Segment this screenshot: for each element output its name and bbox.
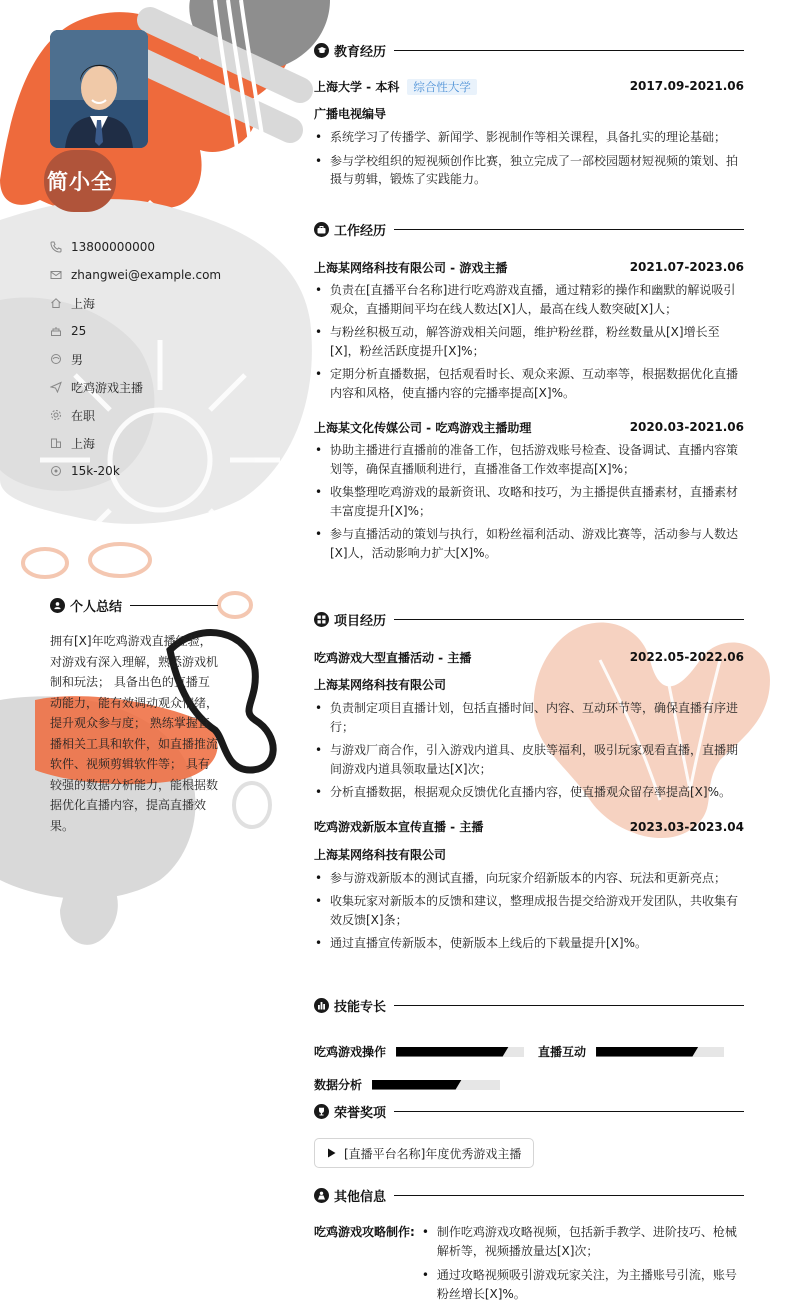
list-item: • 系统学习了传播学、新闻学、影视制作等相关课程，具备扎实的理论基础； (314, 128, 744, 147)
divider (130, 605, 218, 606)
job-date: 2020.03-2021.06 (629, 420, 744, 434)
project-title: 吃鸡游戏新版本宣传直播 - 主播 (314, 820, 484, 834)
info-gender (50, 345, 240, 373)
sidebar (0, 0, 240, 1312)
info-location (50, 289, 240, 317)
info-age (50, 317, 240, 345)
skill-bar-fill (396, 1047, 509, 1057)
location-text: 上海 (71, 296, 96, 311)
info-status (50, 401, 240, 429)
school-line (314, 78, 477, 95)
info-email (50, 261, 240, 289)
home-icon (50, 297, 62, 309)
award-item (314, 1138, 534, 1168)
main-content (314, 0, 744, 1312)
skill-bar (396, 1047, 524, 1057)
list-item: • 分析直播数据，根据观众反馈优化直播内容，使直播观众留存率提高[X]%。 (314, 783, 744, 802)
project-date: 2023.03-2023.04 (629, 819, 744, 834)
education-title: 教育经历 (334, 45, 387, 60)
send-icon (50, 381, 62, 393)
major-name: 广播电视编导 (314, 107, 387, 121)
projects-section (314, 610, 744, 953)
divider (394, 229, 744, 230)
project-org: 上海某网络科技有限公司 (314, 678, 447, 692)
work-title: 工作经历 (334, 224, 387, 239)
education-section (314, 41, 744, 189)
name-badge (44, 150, 116, 212)
project-title: 吃鸡游戏大型直播活动 - 主播 (314, 650, 472, 665)
divider (394, 1111, 744, 1112)
project-list (314, 869, 744, 953)
projects-header (314, 610, 744, 629)
school-name: 上海大学 - 本科 (314, 79, 400, 94)
job-title: 上海某网络科技有限公司 - 游戏主播 (314, 260, 508, 275)
target-job-text: 吃鸡游戏主播 (71, 380, 144, 395)
work-header (314, 220, 744, 239)
info-target-city (50, 429, 240, 457)
list-item: • 通过攻略视频吸引游戏玩家关注，为主播账号引流，账号粉丝增长[X]%。 (421, 1266, 744, 1303)
skills-section (314, 996, 744, 1101)
skill-bar (372, 1080, 500, 1090)
skill-row (314, 1035, 744, 1068)
email-text: zhangwei@example.com (71, 268, 222, 282)
divider (394, 619, 744, 620)
skill-name: 数据分析 (314, 1078, 363, 1092)
other-list (421, 1223, 744, 1309)
job-list (314, 281, 744, 402)
skills-list (314, 1035, 744, 1101)
grid-icon (314, 612, 329, 627)
building-icon (50, 437, 62, 449)
projects-title: 项目经历 (334, 614, 387, 629)
other-title: 其他信息 (334, 1190, 387, 1205)
summary-title: 个人总结 (70, 600, 123, 615)
skills-header (314, 996, 744, 1015)
salary-text: 15k-20k (71, 464, 120, 478)
work-section (314, 220, 744, 562)
avatar-illustration (50, 30, 148, 148)
list-item: • 参与直播活动的策划与执行，如粉丝福利活动、游戏比赛等，活动参与人数达[X]人，活动影响力扩大[X]%。 (314, 525, 744, 562)
skill-bar (596, 1047, 724, 1057)
project-date: 2022.05-2022.06 (629, 650, 744, 664)
cake-icon (50, 325, 62, 337)
list-item: • 收集整理吃鸡游戏的最新资讯、攻略和技巧，为主播提供直播素材，直播素材丰富度提升[X]%； (314, 483, 744, 520)
skill-row (314, 1068, 744, 1101)
divider (394, 1195, 744, 1196)
list-item: • 协助主播进行直播前的准备工作，包括游戏账号检查、设备调试、直播内容策划等，确保直播顺利进行，直播准备工作效率提高[X]%； (314, 441, 744, 478)
gender-text: 男 (71, 352, 84, 367)
skill-name: 吃鸡游戏操作 (314, 1045, 387, 1059)
gender-icon (50, 353, 62, 365)
profile-photo (50, 30, 148, 148)
list-item: • 负责在[直播平台名称]进行吃鸡游戏直播，通过精彩的操作和幽默的解说吸引观众，直播期间平均在线人数达[X]人，最高在线人数突破[X]人； (314, 281, 744, 318)
summary-section (50, 596, 218, 836)
school-tag: 综合性大学 (407, 79, 477, 95)
job-entry-head (314, 418, 744, 436)
graduation-cap-icon (314, 43, 329, 58)
star-person-icon (314, 1188, 329, 1203)
user-icon (50, 598, 65, 613)
skills-title: 技能专长 (334, 1000, 387, 1015)
trophy-icon (314, 1104, 329, 1119)
other-section (314, 1186, 744, 1309)
mail-icon (50, 269, 62, 281)
project-entry-head (314, 648, 744, 666)
job-list (314, 441, 744, 562)
education-header (314, 41, 744, 60)
project-list (314, 699, 744, 802)
list-item: • 参与学校组织的短视频创作比赛，独立完成了一部校园题材短视频的策划、拍摄与剪辑，锻炼了实践能力。 (314, 152, 744, 189)
info-target-job (50, 373, 240, 401)
info-phone (50, 233, 240, 261)
list-item: • 收集玩家对新版本的反馈和建议，整理成报告提交给游戏开发团队，共收集有效反馈[X]条； (314, 892, 744, 929)
skill-name: 直播互动 (538, 1045, 587, 1059)
phone-text: 13800000000 (71, 240, 155, 254)
education-entry-head (314, 77, 744, 95)
list-item: • 参与游戏新版本的测试直播，向玩家介绍新版本的内容、玩法和更新亮点； (314, 869, 744, 888)
awards-section (314, 1102, 744, 1168)
job-date: 2021.07-2023.06 (629, 260, 744, 274)
briefcase-icon (314, 222, 329, 237)
skill-bar-fill (372, 1080, 462, 1090)
gear-icon (50, 409, 62, 421)
info-salary (50, 457, 240, 485)
divider (394, 50, 744, 51)
education-list (314, 128, 744, 189)
status-text: 在职 (71, 408, 96, 423)
list-item: • 定期分析直播数据，包括观看时长、观众来源、互动率等，根据数据优化直播内容和风格，使直播内容的完播率提高[X]%。 (314, 365, 744, 402)
contact-info (50, 233, 240, 485)
list-item: • 通过直播宣传新版本，使新版本上线后的下载量提升[X]%。 (314, 934, 744, 953)
target-city-text: 上海 (71, 436, 96, 451)
candidate-name: 简小全 (47, 170, 113, 194)
money-icon (50, 465, 62, 477)
phone-icon (50, 241, 62, 253)
list-item: • 与游戏厂商合作，引入游戏内道具、皮肤等福利，吸引玩家观看直播，直播期间游戏内道具领取量达[X]次； (314, 741, 744, 778)
other-label: 吃鸡游戏攻略制作: (314, 1225, 415, 1239)
other-header (314, 1186, 744, 1205)
award-text: [直播平台名称]年度优秀游戏主播 (344, 1146, 522, 1161)
job-entry-head (314, 258, 744, 276)
awards-title: 荣誉奖项 (334, 1106, 387, 1121)
project-entry-head (314, 818, 744, 836)
list-item: • 制作吃鸡游戏攻略视频，包括新手教学、进阶技巧、枪械解析等，视频播放量达[X]次； (421, 1223, 744, 1260)
summary-header (50, 596, 218, 615)
age-text: 25 (71, 324, 87, 338)
skill-bar-fill (596, 1047, 698, 1057)
list-item: • 负责制定项目直播计划，包括直播时间、内容、互动环节等，确保直播有序进行； (314, 699, 744, 736)
other-entry (314, 1223, 744, 1309)
project-org: 上海某网络科技有限公司 (314, 847, 447, 862)
play-icon (327, 1148, 336, 1158)
bar-chart-icon (314, 998, 329, 1013)
education-date: 2017.09-2021.06 (629, 79, 744, 93)
summary-text: 拥有[X]年吃鸡游戏直播经验，对游戏有深入理解，熟悉游戏机制和玩法； 具备出色的直播互动能力，能有效调动观众情绪，提升观众参与度； 熟练掌握直播相关工具和软件，如直播推流软件、视频剪辑软件等； 具有较强的数据分析能力，能根据数据优化直播内容，提高直播效果。 (50, 634, 219, 833)
awards-header (314, 1102, 744, 1121)
job-title: 上海某文化传媒公司 - 吃鸡游戏主播助理 (314, 420, 532, 435)
list-item: • 与粉丝积极互动，解答游戏相关问题，维护粉丝群，粉丝数量从[X]增长至[X]，粉丝活跃度提升[X]%； (314, 323, 744, 360)
divider (394, 1005, 744, 1006)
